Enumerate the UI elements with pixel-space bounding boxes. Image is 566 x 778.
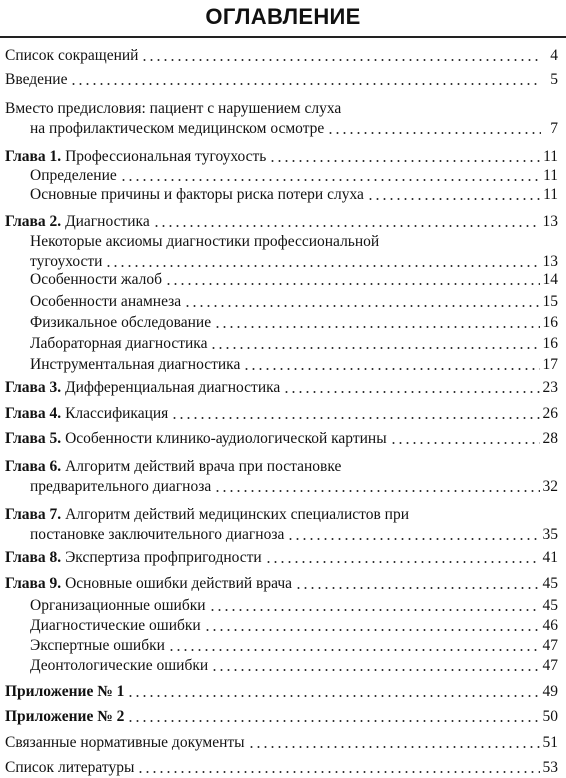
toc-entry-text: Дифференциальная диагностика — [65, 379, 281, 396]
dot-leader — [209, 609, 540, 611]
toc-entry-text: Вместо предисловия: пациент с нарушением слуха — [5, 100, 342, 117]
toc-entry-label: Глава 2. — [5, 213, 62, 230]
toc-entry-text: Диагностика — [65, 213, 150, 230]
toc-entry-label: Глава 8. — [5, 549, 62, 566]
toc-page-number: 13 — [542, 253, 558, 270]
toc-page-number: 4 — [550, 47, 558, 64]
dot-leader — [390, 442, 540, 444]
toc-entry-title — [5, 212, 150, 232]
toc-page-number: 14 — [542, 271, 558, 288]
dot-leader — [265, 561, 540, 563]
toc-entry-title — [30, 656, 208, 676]
toc-entry-title — [30, 616, 201, 636]
toc-entry-title — [5, 99, 341, 119]
toc-entry-text: Алгоритм действий медицинских специалистов при — [65, 506, 410, 523]
toc-entry-label: Глава 3. — [5, 379, 62, 396]
toc-page-number: 53 — [542, 759, 558, 776]
toc-entry-text: Основные ошибки действий врача — [65, 575, 293, 592]
toc-entry-text: Введение — [5, 71, 68, 88]
toc-entry-label: Глава 4. — [5, 405, 62, 422]
toc-page-number: 46 — [542, 617, 558, 634]
dot-leader — [214, 326, 539, 328]
toc-entry-title — [5, 147, 266, 167]
toc-entry-title — [5, 733, 245, 753]
dot-leader — [243, 368, 539, 370]
toc-entry-title — [5, 404, 168, 424]
toc-entry-label: Глава 1. — [5, 148, 62, 165]
toc-entry-text: Профессиональная тугоухость — [65, 148, 267, 165]
toc-entry-text: Список литературы — [5, 759, 135, 776]
toc-page-number: 35 — [542, 526, 558, 543]
toc-entry-title — [5, 574, 292, 594]
dot-leader — [327, 132, 541, 134]
toc-heading: ОГЛАВЛЕНИЕ — [205, 4, 361, 29]
toc-entry-title — [5, 548, 262, 568]
dot-leader — [171, 417, 539, 419]
toc-page-number: 5 — [550, 71, 558, 88]
toc-entry-title — [30, 252, 102, 272]
toc-entry-title — [5, 429, 387, 449]
toc-entry-title — [30, 477, 211, 497]
toc-entry-title — [5, 70, 67, 90]
toc-page-number: 41 — [542, 549, 558, 566]
toc-entry-text: Организационные ошибки — [30, 597, 206, 614]
dot-leader — [137, 771, 539, 773]
toc-entry-text: предварительного диагноза — [30, 478, 212, 495]
dot-leader — [367, 198, 540, 200]
toc-entry-text: Некоторые аксиомы диагностики профессиональной — [30, 233, 380, 250]
toc-entry-text: Особенности анамнеза — [30, 293, 182, 310]
toc-entry-text: тугоухости — [30, 253, 103, 270]
dot-leader — [141, 59, 541, 61]
toc-page-number: 51 — [542, 734, 558, 751]
dot-leader — [248, 746, 540, 748]
dot-leader — [295, 587, 539, 589]
dot-leader — [105, 265, 539, 267]
toc-entry-text: Особенности клинико-аудиологической картины — [65, 430, 387, 447]
toc-entry-text: Экспертиза профпригодности — [65, 549, 262, 566]
dot-leader — [184, 305, 539, 307]
toc-entry-title — [5, 46, 138, 66]
toc-entry-title — [5, 378, 280, 398]
toc-entry-title — [5, 682, 124, 702]
toc-entry-label: Глава 5. — [5, 430, 62, 447]
toc-entry-title — [30, 119, 324, 139]
toc-entry-title — [30, 596, 206, 616]
toc-entry-text: на профилактическом медицинском осмотре — [30, 120, 325, 137]
toc-page-number: 15 — [542, 293, 558, 310]
dot-leader — [127, 720, 539, 722]
toc-entry-title — [30, 525, 284, 545]
toc-page-number: 11 — [543, 186, 558, 203]
toc-entry-title — [30, 334, 207, 354]
toc-entry-title — [30, 270, 162, 290]
dot-leader — [153, 225, 540, 227]
dot-leader — [204, 629, 540, 631]
toc-page-number: 32 — [542, 478, 558, 495]
dot-leader — [214, 490, 539, 492]
toc-entry-title — [5, 505, 409, 525]
dot-leader — [70, 83, 541, 85]
toc-entry-label: Глава 6. — [5, 458, 62, 475]
toc-page-number: 45 — [542, 597, 558, 614]
toc-page-number: 50 — [542, 708, 558, 725]
toc-entry-text: Деонтологические ошибки — [30, 657, 209, 674]
toc-entry-title — [5, 457, 341, 477]
dot-leader — [168, 649, 540, 651]
dot-leader — [283, 391, 539, 393]
toc-entry-title — [30, 185, 364, 205]
toc-entry-label: Глава 7. — [5, 506, 62, 523]
toc-entry-text: Физикальное обследование — [30, 314, 212, 331]
toc-page-number: 47 — [542, 637, 558, 654]
toc-entry-text: Связанные нормативные документы — [5, 734, 245, 751]
toc-page-number: 45 — [542, 575, 558, 592]
toc-page-number: 26 — [542, 405, 558, 422]
toc-page-number: 13 — [542, 213, 558, 230]
toc-entry-title — [5, 707, 124, 727]
toc-entry-text: Классификация — [65, 405, 169, 422]
toc-page-number: 28 — [542, 430, 558, 447]
toc-entry-text: Алгоритм действий врача при постановке — [65, 458, 342, 475]
toc-page-number: 16 — [542, 314, 558, 331]
toc-entry-label: Приложение № 1 — [5, 683, 125, 700]
toc-page-number: 16 — [542, 335, 558, 352]
toc-entry-text: Лабораторная диагностика — [30, 335, 208, 352]
toc-entry-text: Список сокращений — [5, 47, 139, 64]
toc-page-number: 17 — [542, 356, 558, 373]
dot-leader — [210, 347, 539, 349]
toc-entry-label: Глава 9. — [5, 575, 62, 592]
toc-entry-title — [30, 313, 211, 333]
toc-entry-title — [30, 166, 117, 186]
dot-leader — [269, 160, 540, 162]
toc-page-number: 49 — [542, 683, 558, 700]
toc-entry-label: Приложение № 2 — [5, 708, 125, 725]
toc-page-number: 23 — [542, 379, 558, 396]
toc-entry-title — [5, 758, 134, 778]
toc-entry-title — [30, 232, 379, 252]
toc-entry-title — [30, 355, 240, 375]
toc-entry-text: постановке заключительного диагноза — [30, 526, 285, 543]
toc-entry-text: Основные причины и факторы риска потери слуха — [30, 186, 364, 203]
dot-leader — [211, 669, 539, 671]
dot-leader — [165, 283, 539, 285]
toc-entry-title — [30, 636, 165, 656]
toc-entry-text: Определение — [30, 167, 117, 184]
toc-entry-text: Диагностические ошибки — [30, 617, 201, 634]
toc-entry-text: Особенности жалоб — [30, 271, 163, 288]
dot-leader — [120, 179, 540, 181]
toc-page-number: 7 — [550, 120, 558, 137]
toc-page-number: 11 — [543, 148, 558, 165]
toc-entry-title — [30, 292, 181, 312]
toc-entry-text: Инструментальная диагностика — [30, 356, 241, 373]
toc-entry-text: Экспертные ошибки — [30, 637, 165, 654]
dot-leader — [287, 538, 539, 540]
toc-page-number: 47 — [542, 657, 558, 674]
dot-leader — [127, 695, 539, 697]
toc-page-number: 11 — [543, 167, 558, 184]
